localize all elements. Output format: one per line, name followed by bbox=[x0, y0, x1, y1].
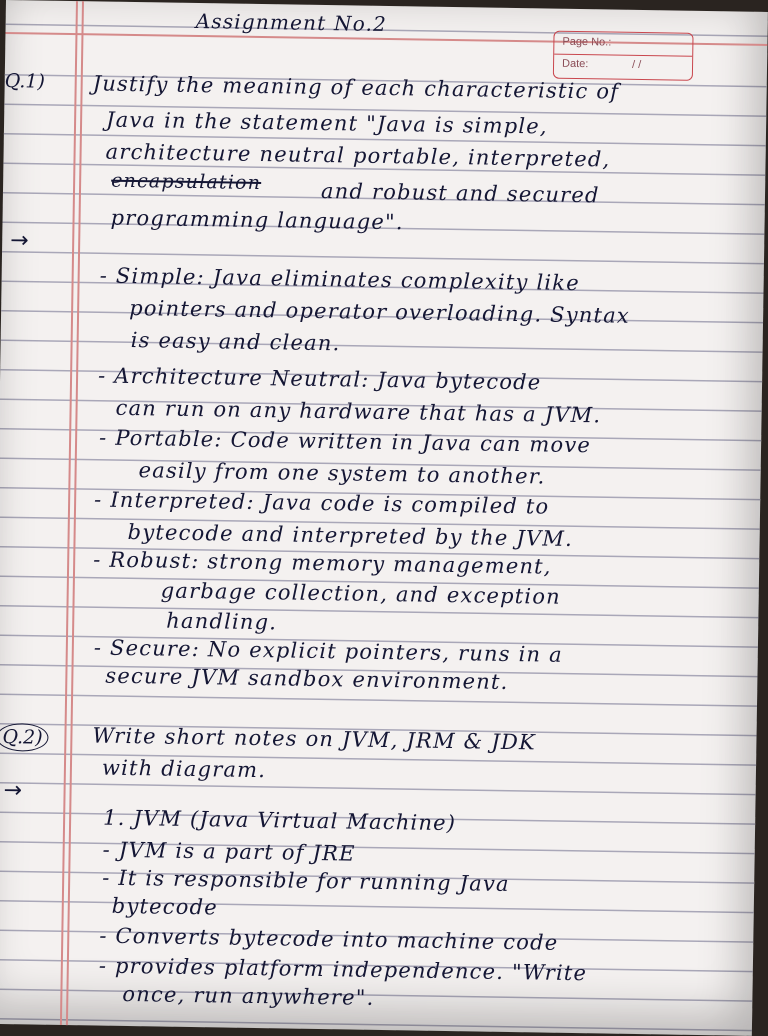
q2-answer-line: - JVM is a part of JRE bbox=[102, 837, 356, 866]
question-2-number bbox=[0, 726, 49, 749]
q2-answer-line: once, run anywhere". bbox=[122, 981, 375, 1010]
answer-arrow-icon: → bbox=[3, 778, 23, 804]
q1-answer-line: secure JVM sandbox environment. bbox=[105, 663, 509, 694]
q1-answer-line: - Simple: Java eliminates complexity like bbox=[99, 263, 581, 296]
page-title: Assignment No.2 bbox=[195, 8, 388, 36]
q1-line: architecture neutral portable, interpreted, bbox=[105, 139, 611, 172]
page-info-box bbox=[553, 31, 694, 81]
q2-line: with diagram. bbox=[101, 755, 267, 783]
q1-struck-word: encapsulation bbox=[111, 169, 262, 195]
q1-line: and robust and secured bbox=[320, 178, 600, 208]
date-label: Date: bbox=[561, 57, 589, 71]
q1-line: programming language". bbox=[110, 205, 404, 235]
q1-answer-line: - Architecture Neutral: Java bytecode bbox=[97, 363, 542, 395]
q2-answer-line: 1. JVM (Java Virtual Machine) bbox=[102, 805, 457, 836]
divider bbox=[554, 54, 692, 57]
q1-answer-line: bytecode and interpreted by the JVM. bbox=[127, 519, 574, 551]
q1-answer-line: pointers and operator overloading. Syntax bbox=[128, 295, 631, 328]
q1-answer-line: garbage collection, and exception bbox=[160, 578, 562, 609]
q1-answer-line: - Robust: strong memory management, bbox=[93, 547, 552, 579]
q1-answer-line: easily from one system to another. bbox=[138, 458, 546, 489]
q1-line: Java in the statement "Java is simple, bbox=[105, 107, 548, 139]
q1-answer-line: can run on any hardware that has a JVM. bbox=[115, 395, 602, 428]
q1-answer-line: is easy and clean. bbox=[130, 328, 341, 356]
q2-answer-line: - provides platform independence. "Write bbox=[98, 953, 588, 986]
question-2-circled-number: Q.2) bbox=[0, 723, 49, 752]
q2-line: Write short notes on JVM, JRM & JDK bbox=[92, 723, 537, 755]
answer-arrow-icon: → bbox=[10, 228, 29, 254]
q2-answer-line: - It is responsible for running Java bbox=[102, 865, 510, 897]
question-1-number: Q.1) bbox=[4, 69, 46, 93]
q1-answer-line: handling. bbox=[166, 608, 278, 635]
date-value: / / bbox=[631, 58, 642, 71]
q1-answer-line: - Secure: No explicit pointers, runs in a bbox=[93, 635, 564, 667]
q1-line: Justify the meaning of each characteristic of bbox=[92, 71, 620, 104]
q2-answer-line: - Converts bytecode into machine code bbox=[99, 923, 559, 955]
q1-answer-line: - Portable: Code written in Java can move bbox=[98, 425, 592, 458]
page-no-label: Page No.: bbox=[562, 35, 612, 49]
q2-answer-line: bytecode bbox=[111, 893, 219, 920]
q1-answer-line: - Interpreted: Java code is compiled to bbox=[93, 487, 550, 519]
